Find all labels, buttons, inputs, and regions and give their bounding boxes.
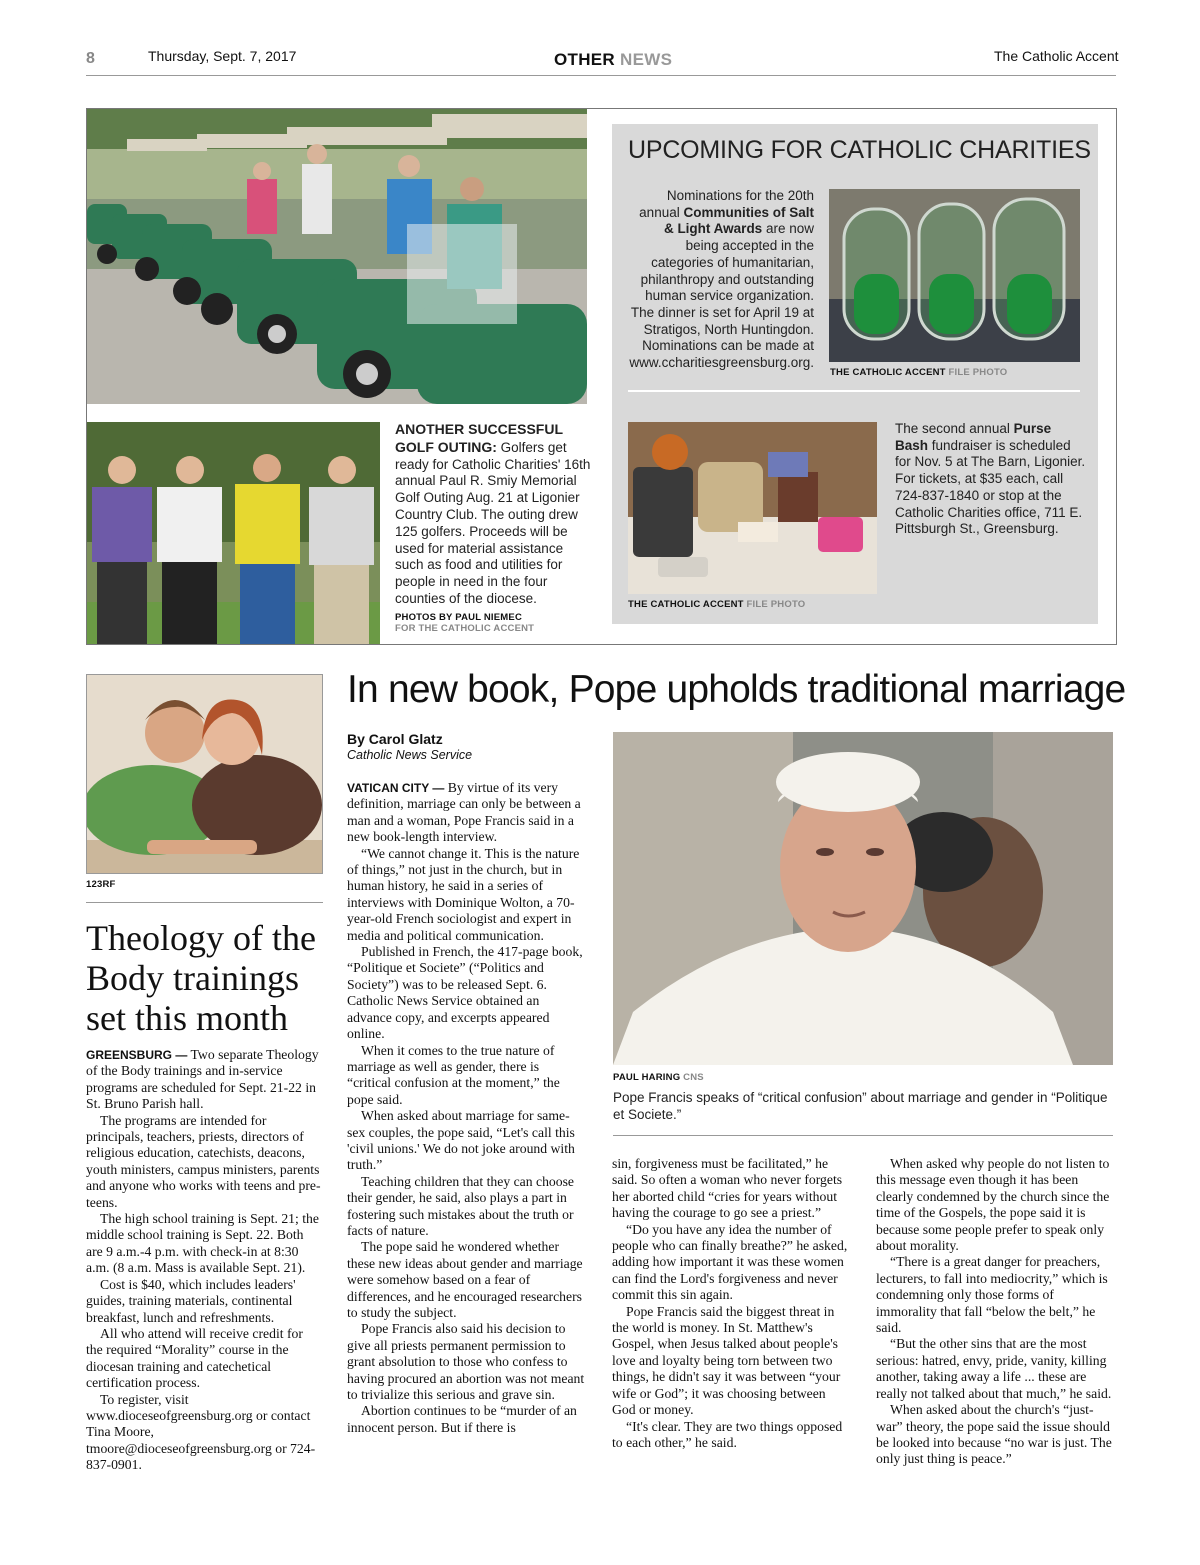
theology-paragraph: Two separate Theology of the Body trainings and in-service programs are scheduled for Sept. 21-22 in St. Bruno Parish hall. xyxy=(86,1047,319,1112)
purse-text-bold: Purse Bash xyxy=(895,421,1052,453)
couple-photo xyxy=(86,674,323,874)
awards-credit-light: FILE PHOTO xyxy=(948,367,1008,378)
purse-credit-light: FILE PHOTO xyxy=(746,599,806,610)
publication-name: The Catholic Accent xyxy=(994,48,1119,64)
purse-bash-photo xyxy=(628,422,877,594)
pope-paragraph: Abortion continues to be “murder of an innocent person. But if there is xyxy=(347,1403,577,1435)
awards-photo-credit xyxy=(830,367,1007,378)
pope-paragraph: Published in French, the 417-page book, “Politique et Societe” (“Politics and Society”) was to be released Sept. 6. Catholic News Service obtained an advance copy, and excerpts appeared online. xyxy=(347,944,583,1042)
pope-byline: By Carol Glatz xyxy=(347,731,443,747)
pope-paragraph: The pope said he wondered whether these new ideas about gender and marriage were somehow based on a fear of differences, and he encouraged researchers to study the subject. xyxy=(347,1239,583,1320)
awards-text xyxy=(628,188,814,372)
golf-credit-name: PHOTOS BY PAUL NIEMEC xyxy=(395,612,523,623)
theology-body xyxy=(86,1047,323,1474)
pope-credit-bold: PAUL HARING xyxy=(613,1072,681,1083)
golf-caption-title: ANOTHER SUCCESSFUL GOLF OUTING: xyxy=(395,421,563,455)
section-title xyxy=(554,50,672,70)
pope-byline-org: Catholic News Service xyxy=(347,748,473,762)
purse-bash-text xyxy=(895,421,1087,538)
golf-photo-credit xyxy=(395,612,534,634)
theology-headline: Theology of the Body trainings set this month xyxy=(86,918,316,1038)
section-title-light: NEWS xyxy=(620,50,673,69)
theology-rule xyxy=(86,902,323,903)
pope-dateline: VATICAN CITY — xyxy=(347,781,445,795)
header-rule xyxy=(86,75,1116,76)
pope-paragraph: By virtue of its very definition, marriage can only be between a man and a woman, Pope Francis said in a new book-length interview. xyxy=(347,780,581,845)
pope-paragraph: Teaching children that they can choose their gender, he said, also plays a part in fostering such mistakes about the truth or facts of nature. xyxy=(347,1173,575,1238)
pope-paragraph: “But the other sins that are the most serious: hatred, envy, pride, vanity, killing another, taking away a life ... these are really not talked about that much,” he said. xyxy=(876,1336,1112,1401)
theology-paragraph: To register, visit www.dioceseofgreensburg.org or contact Tina Moore, tmoore@dioceseofgreensburg.org or 724-837-0901. xyxy=(86,1391,316,1473)
pope-paragraph: “We cannot change it. This is the nature of things,” not just in the church, but in human history, he said in a series of interviews with Dominique Wolton, a 70-year-old French sociologist and expert in media and political communication. xyxy=(347,845,580,943)
theology-dateline: GREENSBURG — xyxy=(86,1048,188,1062)
pope-paragraph: When asked why people do not listen to this message even though it has been clearly condemned by the church since the time of the Gospels, the pope said it is because some people prefer to speak only about morality. xyxy=(876,1156,1110,1254)
issue-date: Thursday, Sept. 7, 2017 xyxy=(148,48,297,64)
pope-column-1 xyxy=(347,780,585,1436)
awards-credit-bold: THE CATHOLIC ACCENT xyxy=(830,367,946,378)
theology-paragraph: The programs are intended for principals, teachers, priests, directors of religious education, catechists, deacons, youth ministers, campus ministers, parents and anyone who works with teens and pre-teens. xyxy=(86,1112,321,1210)
pope-paragraph: When asked about marriage for same-sex couples, the pope said, “Let's call this 'civil unions.' We do not joke around with truth.” xyxy=(347,1108,575,1173)
purse-photo-credit xyxy=(628,599,805,610)
pope-credit-light: CNS xyxy=(683,1072,704,1083)
pope-photo-caption: Pope Francis speaks of “critical confusion” about marriage and gender in “Politique et Societe.” xyxy=(613,1090,1108,1122)
charities-divider xyxy=(628,390,1080,392)
pope-paragraph: When asked about the church's “just-war” theory, the pope said the issue should be looked into because “no war is just. The only just thing is peace.” xyxy=(876,1402,1112,1467)
awards-text-bold: Communities of Salt & Light Awards xyxy=(663,204,814,237)
golfers-photo xyxy=(87,422,380,644)
pope-paragraph: “There is a great danger for preachers, lecturers, to fall into mediocrity,” which is condemning only those forms of immorality that fall “below the belt,” he said. xyxy=(876,1254,1108,1336)
awards-photo xyxy=(829,189,1080,362)
pope-column-2 xyxy=(612,1156,852,1451)
awards-text-post: are now being accepted in the categories of humanitarian, philanthropy and outstanding human service organization. The dinner is set for April 19 at Stratigos, North Huntingdon. Nominations can be made at www.ccharitiesgreensburg.org. xyxy=(629,221,814,371)
pope-column-3 xyxy=(876,1156,1116,1468)
pope-photo-credit xyxy=(613,1072,704,1083)
pope-paragraph: “Do you have any idea the number of people who can finally breathe?” he asked, adding how important it was these women can find the Lord's forgiveness and never commit this sin again. xyxy=(612,1221,848,1303)
theology-paragraph: All who attend will receive credit for the required “Morality” course in the diocesan training and catechetical certification process. xyxy=(86,1325,303,1391)
pope-headline: In new book, Pope upholds traditional marriage xyxy=(347,668,1126,711)
section-title-bold: OTHER xyxy=(554,50,615,69)
golf-caption-body: Golfers get ready for Catholic Charities' 16th annual Paul R. Smiy Memorial Golf Outing Aug. 21 at Ligonier Country Club. The outing drew 125 golfers. Proceeds will be used for material assistance such as food and utilities for people in need in the four counties of the diocese. xyxy=(395,439,591,606)
couple-photo-credit: 123RF xyxy=(86,879,116,890)
awards-text-pre: Nominations for the 20th annual xyxy=(639,188,814,220)
pope-caption-rule xyxy=(613,1135,1113,1136)
purse-text-pre: The second annual xyxy=(895,421,1010,436)
theology-paragraph: The high school training is Sept. 21; the middle school training is Sept. 22. Both are 9 a.m.-4 p.m. with check-in at 8:30 a.m. (8 a.m. Mass is available Sept. 21). xyxy=(86,1211,319,1276)
purse-text-post: fundraiser is scheduled for Nov. 5 at The Barn, Ligonier. For tickets, at $35 each, call 724-837-1840 or stop at the Catholic Charities office, 711 E. Pittsburgh St., Greensburg. xyxy=(895,437,1086,537)
purse-credit-bold: THE CATHOLIC ACCENT xyxy=(628,599,744,610)
pope-paragraph: Pope Francis said the biggest threat in the world is money. In St. Matthew's Gospel, when Jesus talked about people's love and loyalty being torn between two things, he didn't say it was between “your wife or God”; it was choosing between God or money. xyxy=(612,1303,841,1418)
pope-paragraph: Pope Francis also said his decision to give all priests permanent permission to grant absolution to those who confess to having procured an abortion was not meant to trivialize this serious and grave sin. xyxy=(347,1321,585,1403)
pope-photo xyxy=(613,732,1113,1065)
golf-credit-org: FOR THE CATHOLIC ACCENT xyxy=(395,623,535,634)
charities-title: UPCOMING FOR CATHOLIC CHARITIES xyxy=(628,136,1091,164)
golf-carts-photo xyxy=(87,109,587,404)
pope-paragraph: sin, forgiveness must be facilitated,” he said. So often a woman who never forgets her aborted child “cries for years without having the courage to go see a priest.” xyxy=(612,1156,843,1221)
pope-paragraph: When it comes to the true nature of marriage as well as gender, there is “critical confusion at the moment,” the pope said. xyxy=(347,1042,560,1107)
theology-paragraph: Cost is $40, which includes leaders' guides, training materials, continental breakfast, lunch and refreshments. xyxy=(86,1276,296,1325)
golf-caption xyxy=(395,421,595,608)
page-number: 8 xyxy=(86,50,95,67)
pope-paragraph: “It's clear. They are two things opposed to each other,” he said. xyxy=(612,1418,843,1450)
